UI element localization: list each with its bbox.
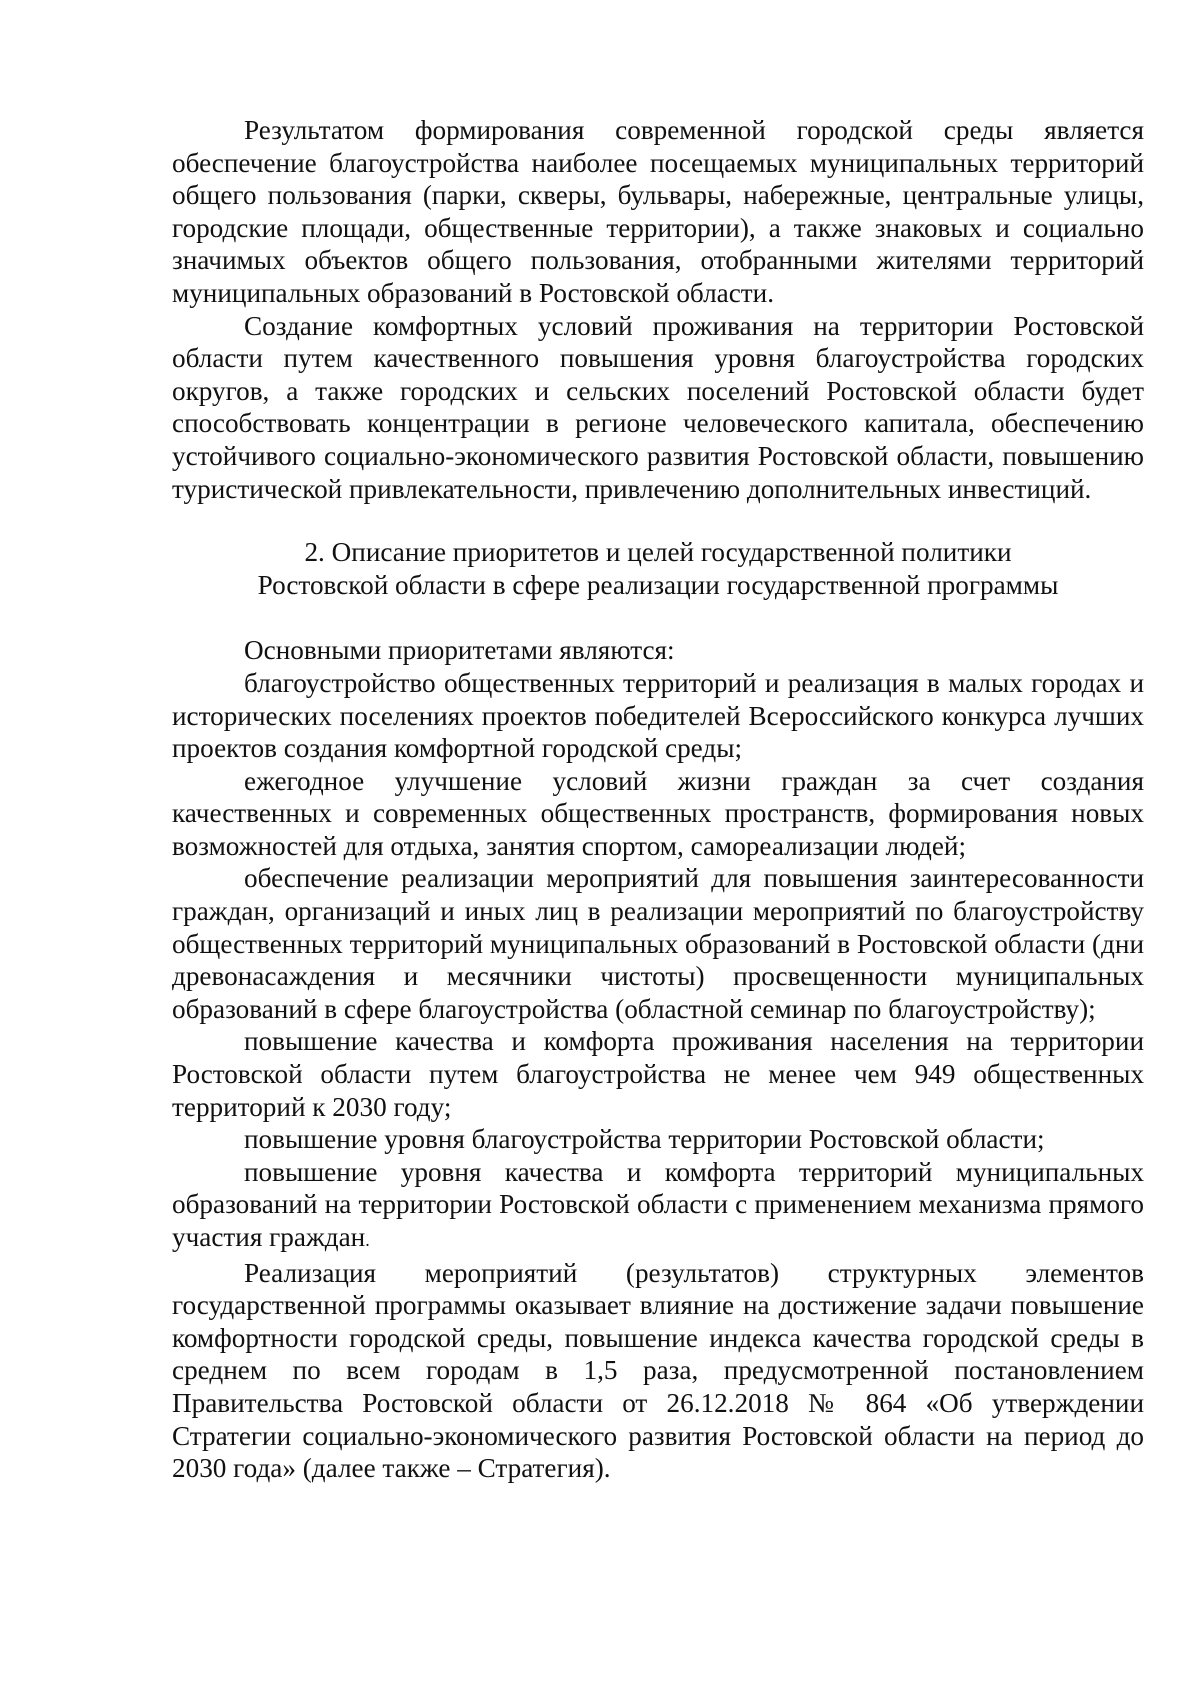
priority-item-6 (172, 1156, 1144, 1257)
priority-item-4: повышение качества и комфорта проживания населения на территории Ростовской области путем благоустройства не менее чем 949 общественных территорий к 2030 году; (172, 1026, 1144, 1122)
intro-paragraph-2: Создание комфортных условий проживания на территории Ростовской области путем качественного повышения уровня благоустройства городских округов, а также городских и сельских поселений Ростовской области будет способствовать концентрации в регионе человеческого капитала, обеспечению устойчивого социально-экономического развития Ростовской области, повышению туристической привлекательности, привлечению дополнительных инвестиций. (172, 310, 1144, 504)
priority-item-6-text: повышение уровня качества и комфорта территорий муниципальных образований на территории Ростовской области с применением механизма прямого участия граждан (172, 1156, 1144, 1252)
priorities-intro: Основными приоритетами являются: (244, 635, 675, 666)
priority-item-5: повышение уровня благоустройства территории Ростовской области; (244, 1124, 1045, 1155)
section-heading (172, 536, 1144, 601)
priority-item-3: обеспечение реализации мероприятий для повышения заинтересованности граждан, организаций и иных лиц в реализации мероприятий по благоустройству общественных территорий муниципальных образований в Ростовской области (дни древонасаждения и месячники чистоты) просвещенности муниципальных образований в сфере благоустройства (областной семинар по благоустройству); (172, 863, 1144, 1024)
priority-item-6-end: . (365, 1230, 370, 1250)
intro-paragraph-1: Результатом формирования современной городской среды является обеспечение благоустройства наиболее посещаемых муниципальных территорий общего пользования (парки, скверы, бульвары, набережные, центральные улицы, городские площади, общественные территории), а также знаковых и социально значимых объектов общего пользования, отобранными жителями территорий муниципальных образований в Ростовской области. (172, 115, 1144, 308)
section-heading-line-1: 2. Описание приоритетов и целей государственной политики (304, 537, 1012, 568)
section-heading-line-2: Ростовской области в сфере реализации государственной программы (257, 569, 1059, 600)
closing-paragraph: Реализация мероприятий (результатов) структурных элементов государственной программы оказывает влияние на достижение задачи повышение комфортности городской среды, повышение индекса качества городской среды в среднем по всем городам в 1,5 раза, предусмотренной постановлением Правительства Ростовской области от 26.12.2018 № 864 «Об утверждении Стратегии социально-экономического развития Ростовской области на период до 2030 года» (далее также – Стратегия). (172, 1257, 1144, 1484)
document-page (172, 114, 1144, 1485)
priority-item-1: благоустройство общественных территорий и реализация в малых городах и исторических поселениях проектов победителей Всероссийского конкурса лучших проектов создания комфортной городской среды; (172, 667, 1144, 764)
spacer (172, 601, 1144, 634)
spacer (172, 505, 1144, 536)
priority-item-2: ежегодное улучшение условий жизни граждан за счет создания качественных и современных общественных пространств, формирования новых возможностей для отдыха, занятия спортом, самореализации людей; (172, 765, 1144, 861)
